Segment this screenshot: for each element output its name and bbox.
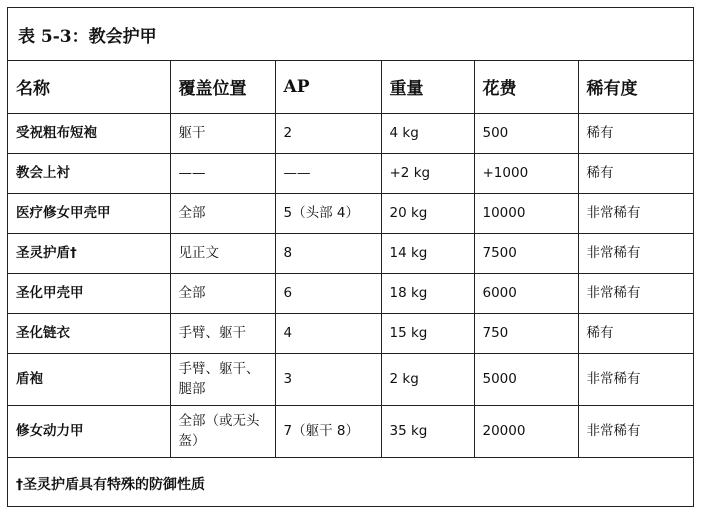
cell-coverage: 手臂、躯干 (170, 313, 275, 353)
cell-name: 圣灵护盾† (8, 233, 170, 273)
cell-ap: 2 (275, 113, 381, 153)
cell-ap: 3 (275, 353, 381, 405)
cell-ap: 7（躯干 8） (275, 405, 381, 457)
table-title: 表 5-3：教会护甲 (8, 8, 693, 61)
table-row (8, 313, 693, 353)
cell-weight: 2 kg (381, 353, 474, 405)
cell-weight: 4 kg (381, 113, 474, 153)
cell-rarity: 非常稀有 (578, 405, 693, 457)
cell-cost: 750 (474, 313, 578, 353)
table-row (8, 273, 693, 313)
cell-coverage: 躯干 (170, 113, 275, 153)
cell-coverage: —— (170, 153, 275, 193)
table-row (8, 113, 693, 153)
table-row (8, 353, 693, 405)
cell-cost: 500 (474, 113, 578, 153)
cell-cost: +1000 (474, 153, 578, 193)
cell-name: 受祝粗布短袍 (8, 113, 170, 153)
header-rarity: 稀有度 (578, 61, 693, 113)
table-row (8, 405, 693, 457)
header-row (8, 61, 693, 113)
cell-coverage: 全部 (170, 193, 275, 233)
cell-ap: 8 (275, 233, 381, 273)
cell-name: 教会上衬 (8, 153, 170, 193)
table-row (8, 233, 693, 273)
cell-weight: 35 kg (381, 405, 474, 457)
cell-cost: 10000 (474, 193, 578, 233)
cell-coverage: 见正文 (170, 233, 275, 273)
header-coverage: 覆盖位置 (170, 61, 275, 113)
cell-rarity: 稀有 (578, 313, 693, 353)
armour-data-table (8, 61, 693, 511)
cell-cost: 6000 (474, 273, 578, 313)
cell-weight: 15 kg (381, 313, 474, 353)
cell-name: 盾袍 (8, 353, 170, 405)
table-footnote: †圣灵护盾具有特殊的防御性质 (16, 477, 205, 494)
cell-ap: —— (275, 153, 381, 193)
cell-name: 医疗修女甲壳甲 (8, 193, 170, 233)
cell-weight: 20 kg (381, 193, 474, 233)
cell-rarity: 非常稀有 (578, 193, 693, 233)
footnote-row (8, 457, 693, 511)
cell-cost: 7500 (474, 233, 578, 273)
header-weight: 重量 (381, 61, 474, 113)
cell-rarity: 稀有 (578, 113, 693, 153)
cell-coverage: 手臂、躯干、腿部 (170, 353, 275, 405)
cell-name: 圣化甲壳甲 (8, 273, 170, 313)
header-cost: 花费 (474, 61, 578, 113)
cell-ap: 5（头部 4） (275, 193, 381, 233)
cell-coverage: 全部 (170, 273, 275, 313)
cell-coverage: 全部（或无头盔） (170, 405, 275, 457)
cell-ap: 6 (275, 273, 381, 313)
cell-weight: 18 kg (381, 273, 474, 313)
cell-cost: 20000 (474, 405, 578, 457)
cell-rarity: 非常稀有 (578, 353, 693, 405)
cell-name: 修女动力甲 (8, 405, 170, 457)
cell-name: 圣化链衣 (8, 313, 170, 353)
cell-rarity: 稀有 (578, 153, 693, 193)
table-row (8, 153, 693, 193)
cell-cost: 5000 (474, 353, 578, 405)
cell-rarity: 非常稀有 (578, 233, 693, 273)
armour-table (7, 7, 694, 507)
header-name: 名称 (8, 61, 170, 113)
cell-weight: +2 kg (381, 153, 474, 193)
cell-rarity: 非常稀有 (578, 273, 693, 313)
header-ap: AP (275, 61, 381, 113)
cell-ap: 4 (275, 313, 381, 353)
cell-weight: 14 kg (381, 233, 474, 273)
table-row (8, 193, 693, 233)
